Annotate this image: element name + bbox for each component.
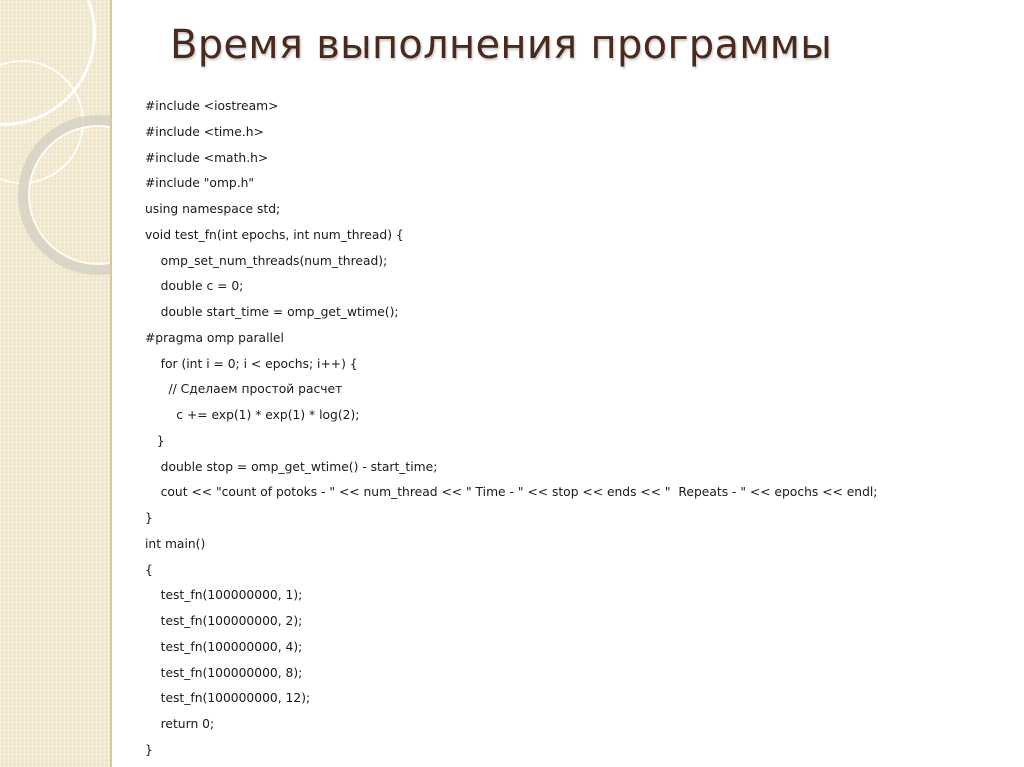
code-line: } xyxy=(145,511,153,525)
code-line: cout << "count of potoks - " << num_thread << " Time - " << stop << ends << " Repeats - " << epochs << endl; xyxy=(145,485,878,500)
code-line: c += exp(1) * exp(1) * log(2); xyxy=(145,408,360,422)
code-line: { xyxy=(145,562,153,577)
code-line: #include "omp.h" xyxy=(145,176,255,191)
code-line: #include <iostream> xyxy=(145,99,279,113)
code-line: for (int i = 0; i < epochs; i++) { xyxy=(145,356,358,371)
code-line: double start_time = omp_get_wtime(); xyxy=(145,305,399,319)
band-divider xyxy=(110,0,112,767)
code-line: test_fn(100000000, 12); xyxy=(145,691,311,706)
code-line: int main() xyxy=(145,536,206,551)
code-line: #include <math.h> xyxy=(145,150,269,165)
code-line: #pragma omp parallel xyxy=(145,330,284,345)
slide-title: Время выполнения программы xyxy=(170,22,833,68)
code-line: double stop = omp_get_wtime() - start_time; xyxy=(145,459,438,474)
code-line: test_fn(100000000, 4); xyxy=(145,639,303,654)
code-line: void test_fn(int epochs, int num_thread) { xyxy=(145,227,404,242)
code-listing xyxy=(145,97,1005,767)
code-line: test_fn(100000000, 1); xyxy=(145,588,303,603)
code-line: double c = 0; xyxy=(145,279,244,294)
code-line: } xyxy=(145,433,165,448)
code-line: omp_set_num_threads(num_thread); xyxy=(145,253,388,268)
code-line: return 0; xyxy=(145,717,215,731)
code-line: test_fn(100000000, 2); xyxy=(145,614,303,628)
code-line: // Сделаем простой расчет xyxy=(145,382,343,397)
decorative-side-band xyxy=(0,0,110,767)
code-line: #include <time.h> xyxy=(145,124,264,139)
code-line: using namespace std; xyxy=(145,202,281,216)
code-line: } xyxy=(145,742,153,757)
code-line: test_fn(100000000, 8); xyxy=(145,665,303,680)
